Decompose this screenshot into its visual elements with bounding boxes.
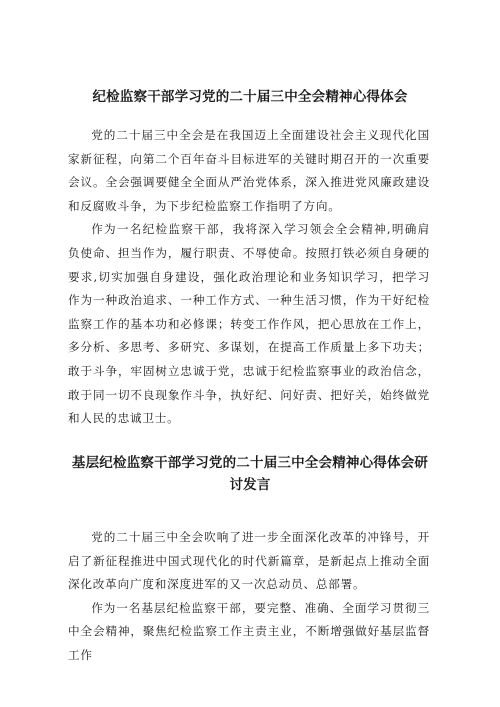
paragraph: 作为一名纪检监察干部，我将深入学习领会全会精神,明确肩负使命、担当作为，履行职责、不辱使命。按照打铁必须自身硬的要求,切实加强自身建设，强化政治理论和业务知识学习，把学习作为一种政治追求、一种工作方式、一种生活习惯，作为干好纪检监察工作的基本功和必修课；转变工作作风，把心思放在工作上，多分析、多思考、多研究、多谋划，在提高工作质量上多下功夫；敢于斗争，牢固树立忠诚于党，忠诚于纪检监察事业的政治信念，敢于同一切不良现象作斗争，执好纪、问好责、把好关，始终做党和人民的忠诚卫士。: [68, 222, 430, 426]
article-body-1: [68, 124, 430, 431]
article-body-2: [68, 526, 430, 668]
article-section-1: [0, 86, 500, 431]
article-section-2: [0, 452, 500, 668]
article-title-2: 基层纪检监察干部学习党的二十届三中全会精神心得体会研讨发言: [71, 455, 429, 493]
paragraph: 党的二十届三中全会吹响了进一步全面深化改革的冲锋号，开启了新征程推进中国式现代化的时代新篇章，是新起点上推动全面深化改革向广度和深度进军的又一次总动员、总部署。: [68, 530, 430, 592]
paragraph: 党的二十届三中全会是在我国迈上全面建设社会主义现代化国家新征程，向第二个百年奋斗目标进军的关键时期召开的一次重要会议。全会强调要健全全面从严治党体系，深入推进党风廉政建设和反腐败斗争，为下步纪检监察工作指明了方向。: [68, 128, 430, 213]
article-title-1: 纪检监察干部学习党的二十届三中全会精神心得体会: [92, 89, 408, 105]
paragraph: 作为一名基层纪检监察干部，要完整、准确、全面学习贯彻三中全会精神，聚焦纪检监察工作主责主业，不断增强做好基层监督工作: [68, 600, 430, 662]
